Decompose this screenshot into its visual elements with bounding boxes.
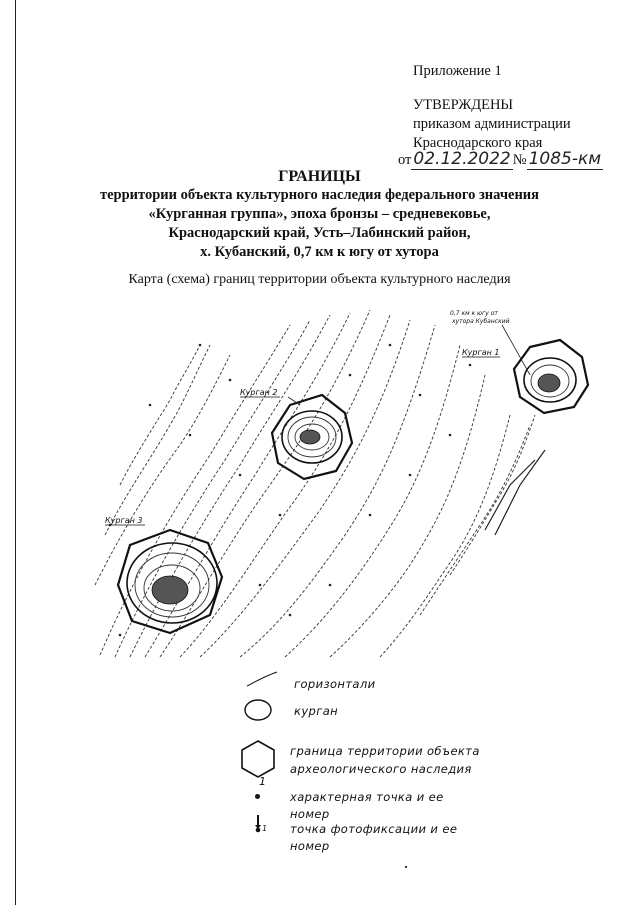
number-prefix: № <box>512 152 527 168</box>
title-line-3: Краснодарский край, Усть–Лабинский район, <box>168 225 471 241</box>
legend-kurgan-label: курган <box>294 704 339 718</box>
kurgan-2-label: Курган 2 <box>240 388 278 397</box>
appendix-label: Приложение 1 <box>413 63 502 79</box>
legend-kurgan-symbol <box>242 697 274 723</box>
legend-contours-label: горизонтали <box>294 677 376 691</box>
order-line-2: Краснодарского края <box>413 135 543 151</box>
legend-photo-label-1: точка фотофиксации и ее <box>290 822 458 836</box>
order-line-1: приказом администрации <box>413 116 571 132</box>
distance-note-line-1: 0,7 км к югу от <box>450 310 498 317</box>
legend-contour-symbol <box>245 668 279 690</box>
legend-point-label-1: характерная точка и ее <box>290 790 444 804</box>
map-caption: Карта (схема) границ территории объекта культурного наследия <box>128 272 511 287</box>
document-title: ГРАНИЦЫ <box>278 168 361 185</box>
order-date: 02.12.2022 <box>413 149 511 169</box>
page-border-line <box>15 0 16 905</box>
legend-point-symbol <box>255 794 260 799</box>
scan-dot <box>405 866 407 868</box>
order-number: 1085-км <box>528 149 602 169</box>
title-line-4: х. Кубанский, 0,7 км к югу от хутора <box>200 244 439 260</box>
order-date-line <box>398 150 603 170</box>
kurgan-2 <box>272 395 352 479</box>
legend-photo-number: 1 <box>262 824 268 833</box>
kurgan-3 <box>118 530 222 633</box>
contour-lines <box>95 310 535 657</box>
legend-boundary-label-2: археологического наследия <box>290 762 472 776</box>
legend-point-label-2: номер <box>290 807 330 821</box>
legend-point-number: 1 <box>259 775 266 788</box>
kurgan-1 <box>514 340 588 413</box>
legend-boundary-symbol <box>238 738 278 780</box>
kurgan-3-label: Курган 3 <box>105 516 143 525</box>
approved-label: УТВЕРЖДЕНЫ <box>413 97 514 113</box>
distance-note-line-2: хутора Кубанский <box>452 318 510 325</box>
site-map <box>90 285 610 660</box>
date-prefix: от <box>398 152 412 168</box>
title-line-1: территории объекта культурного наследия федерального значения <box>99 187 539 203</box>
kurgan-1-label: Курган 1 <box>462 348 500 357</box>
title-line-2: «Курганная группа», эпоха бронзы – средневековье, <box>148 206 491 222</box>
legend-boundary-label-1: граница территории объекта <box>290 744 480 758</box>
legend-photo-label-2: номер <box>290 839 330 853</box>
